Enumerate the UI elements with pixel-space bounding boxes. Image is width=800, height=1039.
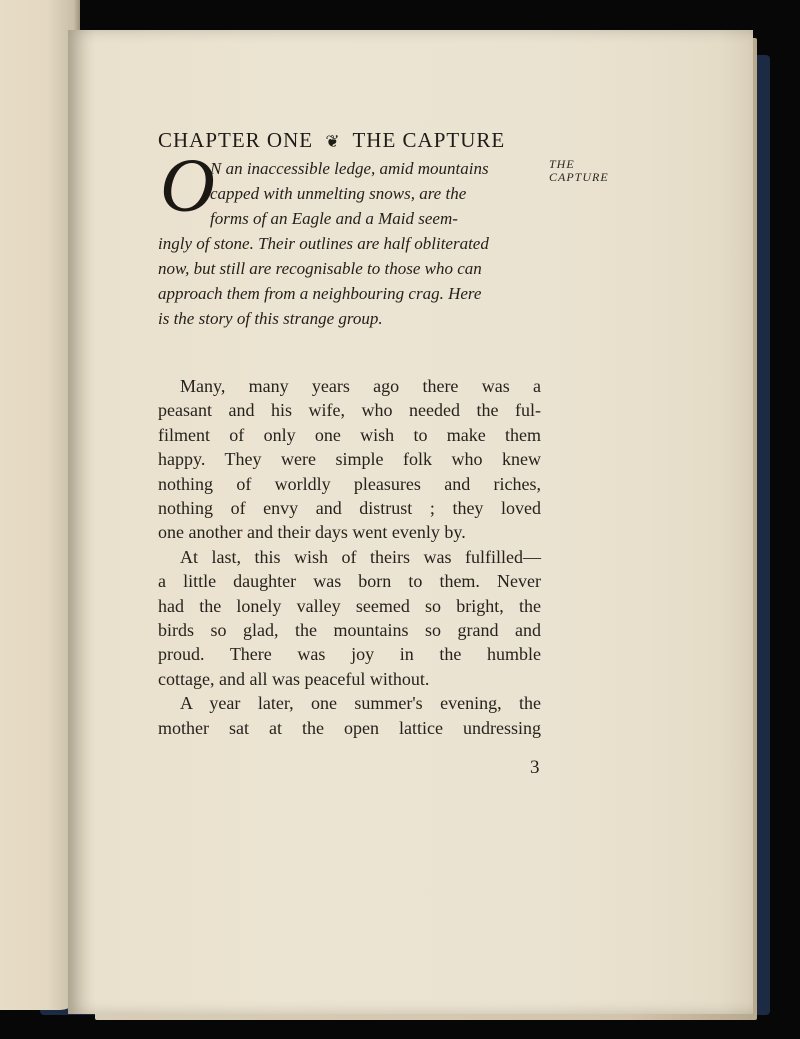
intro-line: capped with unmelting snows, are the [210, 184, 467, 203]
body-line: proud. There was joy in the humble [158, 644, 541, 665]
body-line: Many, many years ago there was a [180, 376, 541, 396]
margin-note [549, 158, 609, 184]
intro-line: forms of an Eagle and a Maid seem- [210, 209, 458, 228]
body-line: nothing of envy and distrust ; they loved [158, 498, 541, 519]
body-line: nothing of worldly pleasures and riches, [158, 473, 541, 494]
page-number: 3 [530, 757, 540, 778]
body-line: one another and their days went evenly by. [158, 522, 466, 543]
intro-line: now, but still are recognisable to those who can [158, 259, 482, 278]
intro-line: is the story of this strange group. [158, 309, 383, 328]
body-line: birds so glad, the mountains so grand and [158, 620, 541, 641]
body-line: a little daughter was born to them. Never [158, 571, 541, 592]
body-line: cottage, and all was peaceful without. [158, 668, 430, 689]
body-line: filment of only one wish to make them [158, 424, 541, 445]
chapter-title: THE CAPTURE [352, 128, 506, 152]
body-line: happy. They were simple folk who knew [158, 449, 541, 470]
intro-paragraph [158, 156, 548, 331]
body-line: had the lonely valley seemed so bright, the [158, 595, 541, 616]
body-line: At last, this wish of theirs was fulfilled— [180, 546, 541, 567]
margin-note-line: THE [549, 157, 575, 171]
body-line: A year later, one summer's evening, the [180, 693, 541, 714]
intro-line: ingly of stone. Their outlines are half obliterated [158, 234, 489, 253]
margin-note-line: CAPTURE [549, 170, 609, 184]
body-text [158, 374, 541, 740]
fleuron-icon: ❦ [325, 132, 341, 151]
intro-line: N an inaccessible ledge, amid mountains [210, 159, 489, 178]
chapter-number: CHAPTER ONE [158, 128, 314, 152]
body-line: peasant and his wife, who needed the ful- [158, 400, 541, 421]
drop-cap: O [160, 144, 215, 228]
intro-line: approach them from a neighbouring crag. Here [158, 284, 482, 303]
body-line: mother sat at the open lattice undressing [158, 717, 541, 738]
